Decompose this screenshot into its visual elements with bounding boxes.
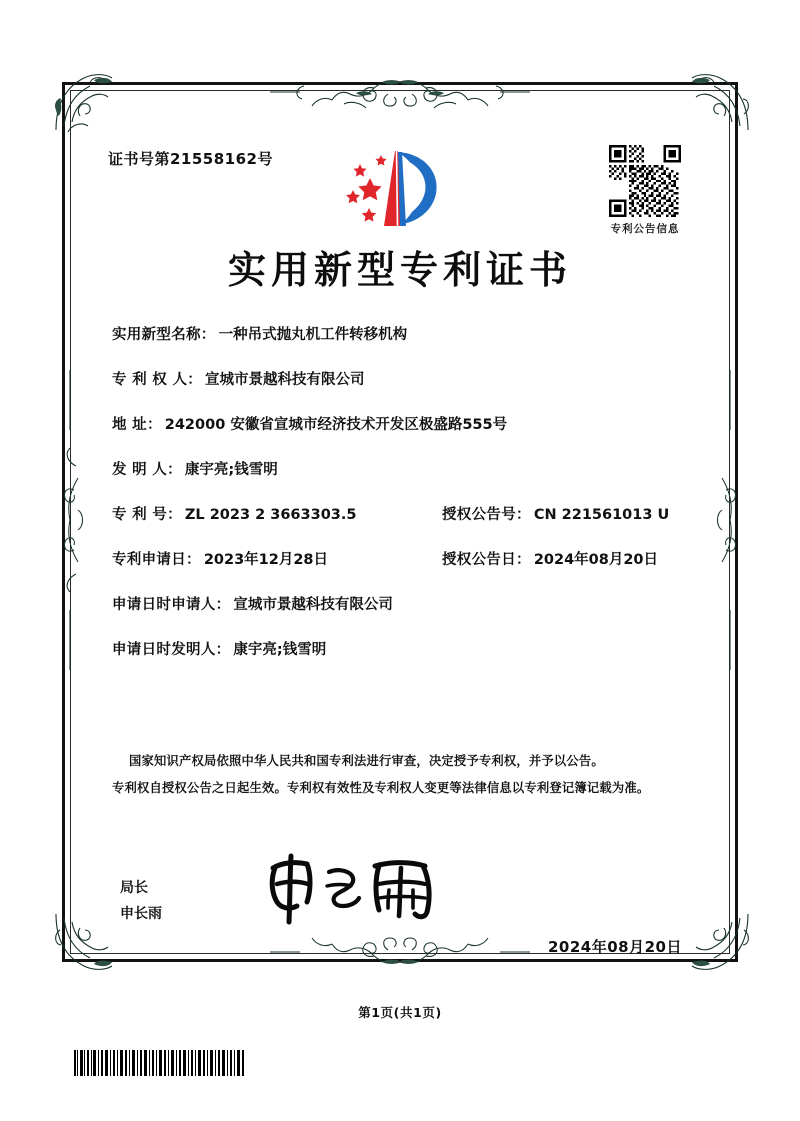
field-application-date xyxy=(112,550,442,570)
field-applicant-at-filing xyxy=(112,595,692,615)
legal-line-1: 国家知识产权局依照中华人民共和国专利法进行审查，决定授予专利权，并予以公告。 xyxy=(129,754,604,768)
field-inventor xyxy=(112,460,692,480)
field-value: ZL 2023 2 3663303.5 xyxy=(184,507,357,523)
border-corner-top-left-icon xyxy=(50,70,116,136)
field-label: 授权公告号： xyxy=(442,507,531,523)
field-label: 专 利 号： xyxy=(112,507,182,523)
page-title: 实用新型专利证书 xyxy=(227,248,572,292)
cnipa-emblem-logo xyxy=(340,138,450,233)
director-name-label: 申长雨 xyxy=(120,906,162,922)
field-label: 专利申请日： xyxy=(112,552,201,568)
field-value: 242000 安徽省宣城市经济技术开发区极盛路555号 xyxy=(164,417,508,433)
field-value: 一种吊式抛丸机工件转移机构 xyxy=(218,327,408,343)
field-label: 专 利 权 人： xyxy=(112,372,203,388)
border-corner-bottom-left-icon xyxy=(50,908,116,974)
field-value: CN 221561013 U xyxy=(533,507,670,523)
field-inventor-at-filing xyxy=(112,640,692,660)
field-row-dates xyxy=(112,550,692,570)
page-indicator: 第1页(共1页) xyxy=(358,1005,442,1020)
field-value: 康宇亮;钱雪明 xyxy=(233,642,327,658)
field-patentee xyxy=(112,370,692,390)
field-utility-model-name xyxy=(112,325,692,345)
field-value: 2023年12月28日 xyxy=(203,552,329,568)
director-title-label: 局长 xyxy=(120,880,148,896)
qr-caption: 专利公告信息 xyxy=(610,223,680,235)
certificate-fields xyxy=(112,325,692,685)
field-value: 2024年08月20日 xyxy=(533,552,659,568)
field-value: 宣城市景越科技有限公司 xyxy=(205,372,365,388)
field-label: 申请日时发明人： xyxy=(112,642,231,658)
field-grant-date xyxy=(442,550,692,570)
signature-labels xyxy=(120,875,162,927)
legal-statement xyxy=(112,748,692,802)
certificate-number: 证书号第21558162号 xyxy=(108,150,273,168)
field-label: 实用新型名称： xyxy=(112,327,216,343)
patent-announcement-qr-block[interactable] xyxy=(600,145,690,236)
field-publication-number xyxy=(442,505,692,525)
field-label: 发 明 人： xyxy=(112,462,182,478)
field-label: 申请日时申请人： xyxy=(112,597,231,613)
field-row-patent-number xyxy=(112,505,692,525)
director-handwritten-signature xyxy=(255,848,445,926)
qr-code-icon[interactable] xyxy=(609,145,681,217)
field-value: 宣城市景越科技有限公司 xyxy=(233,597,393,613)
field-value: 康宇亮;钱雪明 xyxy=(184,462,278,478)
field-label: 授权公告日： xyxy=(442,552,531,568)
issue-date: 2024年08月20日 xyxy=(548,938,682,956)
field-address xyxy=(112,415,692,435)
document-barcode xyxy=(74,1050,244,1076)
field-label: 地 址： xyxy=(112,417,162,433)
border-corner-bottom-right-icon xyxy=(688,908,754,974)
legal-line-2: 专利权自授权公告之日起生效。专利权有效性及专利权人变更等法律信息以专利登记簿记载为准。 xyxy=(112,781,650,795)
field-patent-number xyxy=(112,505,442,525)
border-corner-top-right-icon xyxy=(688,70,754,136)
